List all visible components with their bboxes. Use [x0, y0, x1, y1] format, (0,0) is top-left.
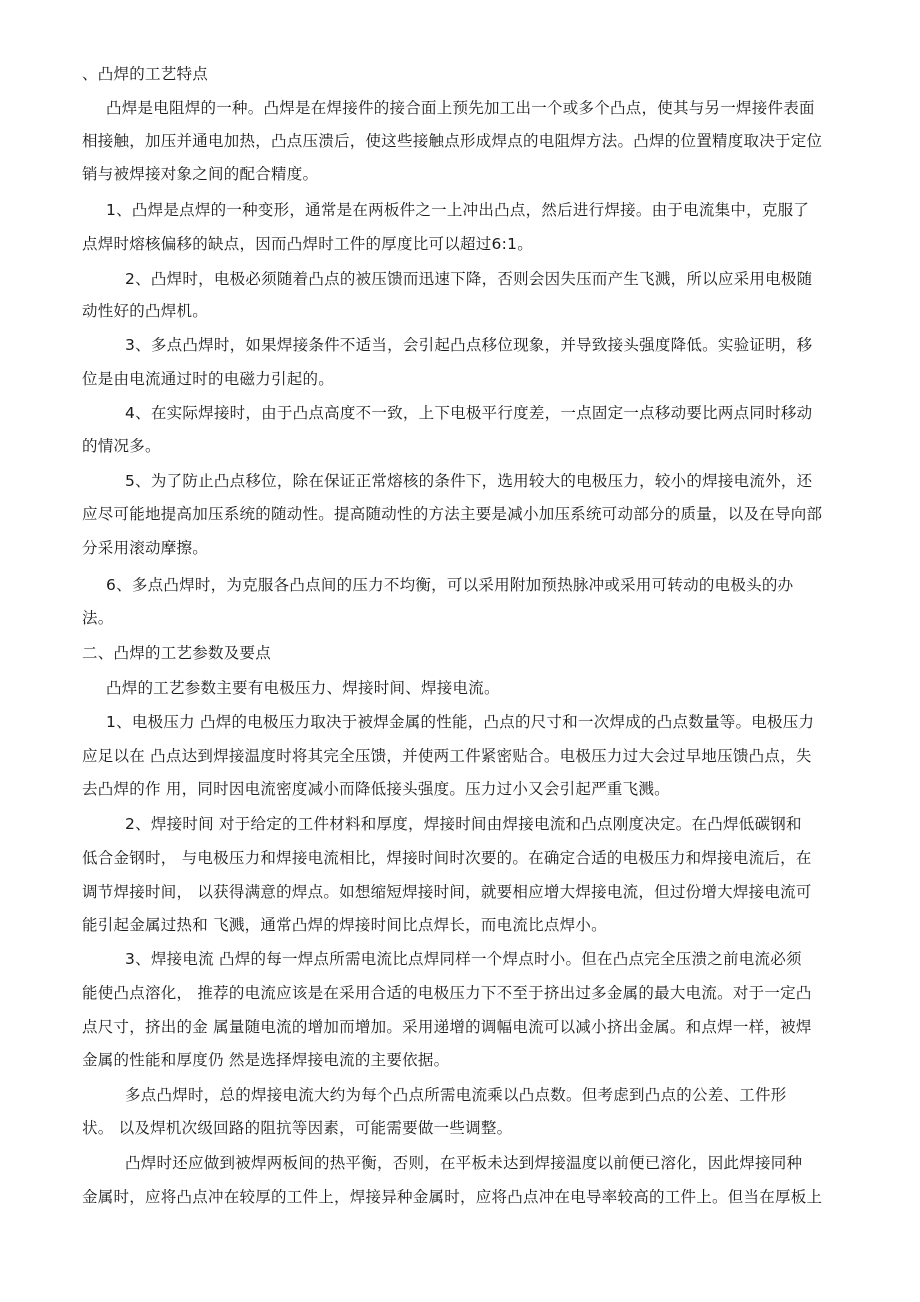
paragraph-item-1-line-2: 点焊时熔核偏移的缺点，因而凸焊时工件的厚度比可以超过6:1。 [82, 235, 533, 253]
paragraph-current-line-1: 3、焊接电流 凸焊的每一焊点所需电流比点焊同样一个焊点时小。但在凸点完全压溃之前电流必须 [125, 950, 802, 968]
paragraph-item-3-line-2: 位是由电流通过时的电磁力引起的。 [82, 370, 335, 388]
paragraph-item-1-line-1: 1、凸焊是点焊的一种变形，通常是在两板件之一上冲出凸点，然后进行焊接。由于电流集中，克服了 [106, 201, 810, 219]
paragraph-item-4-line-2: 的情况多。 [82, 437, 161, 455]
paragraph-item-3-line-1: 3、多点凸焊时，如果焊接条件不适当，会引起凸点移位现象，并导致接头强度降低。实验证明，移 [125, 336, 813, 354]
paragraph-pressure-line-2: 应足以在 凸点达到焊接温度时将其完全压馈，并使两工件紧密贴合。电极压力过大会过早地压馈凸点，失 [82, 747, 812, 765]
paragraph-current-line-4: 金属的性能和厚度仍 然是选择焊接电流的主要依据。 [82, 1051, 450, 1069]
paragraph-item-6-line-1: 6、多点凸焊时，为克服各凸点间的压力不均衡，可以采用附加预热脉冲或采用可转动的电极头的办 [106, 576, 794, 594]
paragraph-params-intro: 凸焊的工艺参数主要有电极压力、焊接时间、焊接电流。 [106, 679, 500, 697]
paragraph-multipoint-line-2: 状。 以及焊机次级回路的阻抗等因素，可能需要做一些调整。 [82, 1119, 513, 1137]
paragraph-intro-line-1: 凸焊是电阻焊的一种。凸焊是在焊接件的接合面上预先加工出一个或多个凸点，使其与另一焊接件表面 [106, 99, 815, 117]
paragraph-time-line-4: 能引起金属过热和 飞溅，通常凸焊的焊接时间比点焊长，而电流比点焊小。 [82, 916, 607, 934]
paragraph-current-line-3: 点尺寸，挤出的金 属量随电流的增加而增加。采用递增的调幅电流可以减小挤出金属。和点焊一样，被焊 [82, 1018, 812, 1036]
paragraph-time-line-2: 低合金钢时， 与电极压力和焊接电流相比，焊接时间时次要的。在确定合适的电极压力和焊接电流后，在 [82, 849, 812, 867]
paragraph-intro-line-2: 相接触，加压并通电加热，凸点压溃后，使这些接触点形成焊点的电阻焊方法。凸焊的位置精度取决于定位 [82, 132, 823, 150]
paragraph-item-5-line-1: 5、为了防止凸点移位，除在保证正常熔核的条件下，选用较大的电极压力，较小的焊接电流外，还 [125, 472, 813, 490]
paragraph-item-6-line-2: 法。 [82, 609, 114, 627]
paragraph-time-line-3: 调节焊接时间， 以获得满意的焊点。如想缩短焊接时间，就要相应增大焊接电流，但过份增大焊接电流可 [82, 883, 812, 901]
section-heading-1: 、凸焊的工艺特点 [82, 65, 209, 83]
paragraph-heat-balance-line-2: 金属时，应将凸点冲在较厚的工件上，焊接异种金属时，应将凸点冲在电导率较高的工件上。但当在厚板上 [82, 1188, 823, 1206]
paragraph-time-line-1: 2、焊接时间 对于给定的工件材料和厚度，焊接时间由焊接电流和凸点刚度决定。在凸焊低碳钢和 [125, 815, 802, 833]
paragraph-item-2-line-2: 动性好的凸焊机。 [82, 302, 209, 320]
paragraph-item-5-line-2: 应尽可能地提高加压系统的随动性。提高随动性的方法主要是减小加压系统可动部分的质量，以及在导向部 [82, 505, 823, 523]
section-heading-2: 二、凸焊的工艺参数及要点 [82, 644, 272, 662]
paragraph-multipoint-line-1: 多点凸焊时，总的焊接电流大约为每个凸点所需电流乘以凸点数。但考虑到凸点的公差、工件形 [125, 1086, 787, 1104]
paragraph-pressure-line-3: 去凸焊的作 用，同时因电流密度减小而降低接头强度。压力过小又会引起严重飞溅。 [82, 780, 670, 798]
paragraph-current-line-2: 能使凸点溶化， 推荐的电流应该是在采用合适的电极压力下不至于挤出过多金属的最大电流。对于一定凸 [82, 984, 812, 1002]
paragraph-item-2-line-1: 2、凸焊时，电极必须随着凸点的被压馈而迅速下降，否则会因失压而产生飞溅，所以应采用电极随 [125, 270, 813, 288]
paragraph-item-4-line-1: 4、在实际焊接时，由于凸点高度不一致，上下电极平行度差，一点固定一点移动要比两点同时移动 [125, 404, 813, 422]
paragraph-intro-line-3: 销与被焊接对象之间的配合精度。 [82, 165, 319, 183]
paragraph-item-5-line-3: 分采用滚动摩擦。 [82, 539, 209, 557]
paragraph-heat-balance-line-1: 凸焊时还应做到被焊两板间的热平衡，否则，在平板未达到焊接温度以前便已溶化，因此焊接同种 [125, 1154, 803, 1172]
paragraph-pressure-line-1: 1、电极压力 凸焊的电极压力取决于被焊金属的性能，凸点的尺寸和一次焊成的凸点数量等。电极压力 [106, 713, 815, 731]
